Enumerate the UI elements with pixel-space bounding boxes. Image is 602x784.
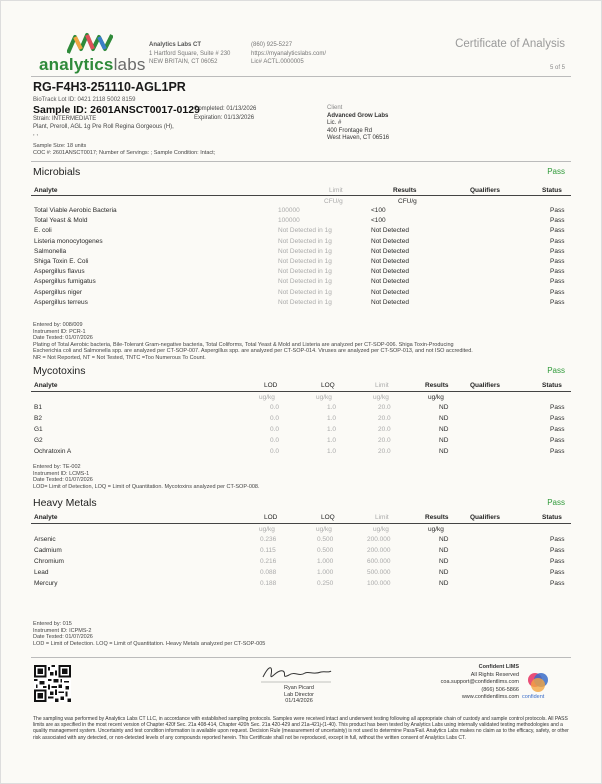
mycotoxins-header-rule xyxy=(31,391,571,392)
mycotoxins-row xyxy=(34,415,565,425)
mycotoxins-date-tested: Date Tested: 01/07/2026 xyxy=(33,477,93,483)
mycotoxins-cell-analyte: G1 xyxy=(34,426,43,433)
document-title: Certificate of Analysis xyxy=(455,38,565,50)
heavy-metals-limit-unit: ug/kg xyxy=(373,526,389,533)
heavy-metals-title: Heavy Metals xyxy=(33,497,97,509)
mycotoxins-limit-unit: ug/kg xyxy=(373,394,389,401)
heavy-metals-row xyxy=(34,558,565,568)
heavy-metals-header-limit: Limit xyxy=(375,514,389,521)
heavy-metals-header-results: Results xyxy=(425,514,449,521)
sample-size: Sample Size: 18 units xyxy=(33,143,87,149)
microbials-cell-limit: Not Detected in 1g xyxy=(278,268,332,276)
logo-wordmark xyxy=(39,55,146,75)
mycotoxins-cell-loq: 1.0 xyxy=(327,404,337,411)
mycotoxins-note: LOD= Limit of Detection, LOQ = Limit of Quantitation. Mycotoxins analyzed per CT-SOP-008. xyxy=(33,483,260,490)
heavy-metals-cell-result: ND xyxy=(439,547,449,554)
mycotoxins-row xyxy=(34,426,565,436)
microbials-cell-limit: Not Detected in 1g xyxy=(278,227,332,235)
mycotoxins-cell-limit: 20.0 xyxy=(378,404,391,411)
mycotoxins-cell-loq: 1.0 xyxy=(327,426,337,433)
sample-dates xyxy=(194,105,256,123)
sample-id: Sample ID: 2601ANSCT0017-0129 xyxy=(33,104,200,116)
signer-block xyxy=(259,685,339,705)
heavy-metals-cell-loq: 0.250 xyxy=(317,580,334,587)
microbials-cell-analyte: Salmonella xyxy=(34,247,67,255)
microbials-row xyxy=(34,248,565,258)
microbials-notes xyxy=(33,322,573,361)
completed-date: Completed: 01/13/2026 xyxy=(194,106,257,112)
lab-name: Analytics Labs CT xyxy=(149,42,202,48)
heavy-metals-lod-unit: ug/kg xyxy=(259,526,275,533)
heavy-metals-cell-limit: 500.000 xyxy=(367,569,391,576)
client-label: Client xyxy=(327,105,343,111)
microbials-cell-limit: 100000 xyxy=(278,217,300,225)
heavy-metals-row xyxy=(34,547,565,557)
lims-name: Confident LIMS xyxy=(478,664,519,670)
heavy-metals-cell-status: Pass xyxy=(550,580,565,587)
heavy-metals-cell-status: Pass xyxy=(550,547,565,554)
microbials-cell-status: Pass xyxy=(550,207,565,214)
lab-phone: (860) 925-5227 xyxy=(251,42,293,48)
confident-logo-icon xyxy=(527,671,549,693)
mycotoxins-cell-limit: 20.0 xyxy=(378,448,391,455)
microbials-cell-status: Pass xyxy=(550,227,565,235)
heavy-metals-cell-analyte: Cadmium xyxy=(34,547,62,554)
mycotoxins-title: Mycotoxins xyxy=(33,365,86,377)
heavy-metals-cell-lod: 0.115 xyxy=(260,547,276,554)
sample-size-block xyxy=(33,143,215,157)
mycotoxins-header-analyte: Analyte xyxy=(34,382,58,389)
section-divider xyxy=(31,161,571,162)
mycotoxins-cell-loq: 1.0 xyxy=(327,448,337,455)
lab-address-2: NEW BRITAIN, CT 06052 xyxy=(149,59,218,65)
logo-secondary: labs xyxy=(113,55,146,74)
mycotoxins-notes xyxy=(33,464,573,490)
heavy-metals-cell-loq: 0.500 xyxy=(317,547,334,554)
heavy-metals-row xyxy=(34,569,565,579)
microbials-cell-result: Not Detected xyxy=(371,268,409,276)
heavy-metals-cell-status: Pass xyxy=(550,558,565,565)
mycotoxins-row xyxy=(34,437,565,447)
microbials-cell-result: Not Detected xyxy=(371,227,409,235)
mycotoxins-status: Pass xyxy=(547,366,565,375)
microbials-row xyxy=(34,299,565,309)
microbials-cell-result: Not Detected xyxy=(371,288,409,296)
microbials-header-rule xyxy=(31,195,571,196)
microbials-header-limit: Limit xyxy=(329,187,343,194)
microbials-row xyxy=(34,207,565,217)
microbials-cell-analyte: Shiga Toxin E. Coli xyxy=(34,258,89,265)
mycotoxins-cell-result: ND xyxy=(439,437,449,444)
mycotoxins-cell-result: ND xyxy=(439,415,449,422)
mycotoxins-cell-status: Pass xyxy=(550,448,565,455)
mycotoxins-cell-limit: 20.0 xyxy=(378,437,391,444)
heavy-metals-cell-analyte: Arsenic xyxy=(34,536,56,543)
microbials-cell-limit: 100000 xyxy=(278,207,300,214)
heavy-metals-instrument: Instrument ID: ICPMS-2 xyxy=(33,627,92,634)
rg-id: RG-F4H3-251110-AGL1PR xyxy=(33,80,186,94)
mycotoxins-cell-status: Pass xyxy=(550,437,565,444)
microbials-note-3: NR = Not Reported, NT = Not Tested, TNTC =Too Numerous To Count. xyxy=(33,354,206,361)
heavy-metals-cell-limit: 600.000 xyxy=(367,558,391,565)
microbials-cell-status: Pass xyxy=(550,278,565,286)
mycotoxins-cell-lod: 0.0 xyxy=(270,426,280,433)
header-divider xyxy=(31,76,571,77)
qr-code-icon[interactable] xyxy=(34,665,71,702)
mycotoxins-cell-lod: 0.0 xyxy=(270,415,280,422)
microbials-instrument: Instrument ID: PCR-1 xyxy=(33,328,86,335)
heavy-metals-cell-analyte: Mercury xyxy=(34,580,58,587)
client-address-2: West Haven, CT 06516 xyxy=(327,135,390,141)
microbials-cell-result: <100 xyxy=(371,207,386,214)
mycotoxins-row xyxy=(34,404,565,414)
mycotoxins-cell-loq: 1.0 xyxy=(327,415,337,422)
footer-divider xyxy=(31,657,571,658)
heavy-metals-cell-result: ND xyxy=(439,558,449,565)
microbials-header-results: Results xyxy=(393,187,417,194)
microbials-cell-status: Pass xyxy=(550,288,565,296)
microbials-note-1: Plating of Total Aerobic bacteria, Bile-Tolerant Gram-negative bacteria, Total Coliforms, Total Yeast & Mold and Listeria are analyzed per CT-SOP-006. Shiga Toxin-Producing xyxy=(33,341,454,348)
lab-license: Lic# ACTL.0000005 xyxy=(251,59,304,65)
heavy-metals-cell-status: Pass xyxy=(550,569,565,576)
heavy-metals-cell-lod: 0.216 xyxy=(260,558,277,565)
lims-info xyxy=(419,664,519,702)
microbials-cell-analyte: Aspergillus niger xyxy=(34,288,83,296)
logo-mark-icon xyxy=(67,31,113,55)
microbials-cell-status: Pass xyxy=(550,247,565,255)
heavy-metals-row xyxy=(34,536,565,546)
mycotoxins-cell-analyte: B1 xyxy=(34,404,42,411)
client-block xyxy=(327,105,389,143)
microbials-cell-analyte: Aspergillus terreus xyxy=(34,298,88,306)
biotrack-lot-id: BioTrack Lot ID: 0421 2118 5002 8159 xyxy=(33,97,136,103)
mycotoxins-instrument: Instrument ID: LCMS-1 xyxy=(33,470,90,477)
microbials-result-unit: CFU/g xyxy=(398,198,417,205)
page-number: 5 of 5 xyxy=(549,65,565,71)
microbials-cell-analyte: Listeria monocytogenes xyxy=(34,237,103,245)
mycotoxins-header-results: Results xyxy=(425,382,449,389)
heavy-metals-loq-unit: ug/kg xyxy=(316,526,332,533)
microbials-cell-result: Not Detected xyxy=(371,258,409,265)
heavy-metals-header-loq: LOQ xyxy=(321,514,335,521)
heavy-metals-cell-lod: 0.236 xyxy=(260,536,277,543)
heavy-metals-row xyxy=(34,580,565,590)
microbials-row xyxy=(34,217,565,227)
heavy-metals-header-analyte: Analyte xyxy=(34,514,58,521)
heavy-metals-cell-limit: 200.000 xyxy=(367,547,391,554)
mycotoxins-cell-analyte: B2 xyxy=(34,415,42,422)
heavy-metals-cell-result: ND xyxy=(439,536,449,543)
client-license: Lic. # xyxy=(327,120,342,126)
heavy-metals-header-lod: LOD xyxy=(264,514,278,521)
microbials-cell-result: Not Detected xyxy=(371,237,409,245)
mycotoxins-cell-status: Pass xyxy=(550,415,565,422)
heavy-metals-header-rule xyxy=(31,523,571,524)
client-name: Advanced Grow Labs xyxy=(327,112,389,119)
confident-logo-text: confident xyxy=(522,694,545,700)
microbials-row xyxy=(34,258,565,268)
heavy-metals-status: Pass xyxy=(547,498,565,507)
mycotoxins-row xyxy=(34,448,565,458)
signer-name: Ryan Picard xyxy=(284,685,314,691)
microbials-cell-result: Not Detected xyxy=(371,247,409,255)
mycotoxins-header-lod: LOD xyxy=(264,382,278,389)
mycotoxins-cell-result: ND xyxy=(439,426,449,433)
microbials-cell-limit: Not Detected in 1g xyxy=(278,247,332,255)
heavy-metals-cell-loq: 0.500 xyxy=(317,536,334,543)
heavy-metals-cell-loq: 1.000 xyxy=(317,558,334,565)
mycotoxins-cell-analyte: G2 xyxy=(34,437,43,444)
heavy-metals-header-qualifiers: Qualifiers xyxy=(470,514,500,521)
heavy-metals-cell-analyte: Chromium xyxy=(34,558,64,565)
microbials-limit-unit: CFU/g xyxy=(324,198,343,205)
microbials-cell-status: Pass xyxy=(550,217,565,225)
microbials-row xyxy=(34,278,565,288)
microbials-row xyxy=(34,238,565,248)
microbials-entered-by: Entered by: 008/009 xyxy=(33,322,83,328)
mycotoxins-header-loq: LOQ xyxy=(321,382,335,389)
microbials-cell-limit: Not Detected in 1g xyxy=(278,237,332,245)
sample-strain xyxy=(33,116,174,139)
microbials-row xyxy=(34,227,565,237)
microbials-cell-analyte: Aspergillus fumigatus xyxy=(34,278,96,286)
lims-phone: (866) 506-5866 xyxy=(481,686,519,693)
lims-website-link[interactable]: www.confidentlims.com xyxy=(461,694,519,700)
heavy-metals-cell-result: ND xyxy=(439,569,449,576)
signature-icon xyxy=(259,663,333,683)
heavy-metals-date-tested: Date Tested: 01/07/2026 xyxy=(33,634,93,640)
microbials-cell-status: Pass xyxy=(550,237,565,245)
microbials-header-status: Status xyxy=(542,187,562,194)
heavy-metals-cell-loq: 1.000 xyxy=(317,569,334,576)
microbials-note-2: Escherichia coli and Salmonella spp. are analyzed per CT-SOP-007. Aspergillus spp. are analyzed per CT-SOP-014. Viruses are analyzed per CT-SOP-013, and not ISO accredited. xyxy=(33,348,473,354)
microbials-row xyxy=(34,289,565,299)
microbials-cell-analyte: Total Viable Aerobic Bacteria xyxy=(34,207,117,214)
microbials-header-analyte: Analyte xyxy=(34,187,58,194)
mycotoxins-lod-unit: ug/kg xyxy=(259,394,275,401)
mycotoxins-cell-lod: 0.0 xyxy=(270,437,280,444)
heavy-metals-cell-limit: 200.000 xyxy=(367,536,391,543)
microbials-cell-analyte: Aspergillus flavus xyxy=(34,268,85,276)
microbials-cell-result: <100 xyxy=(371,217,386,225)
coc-info: COC #: 2601ANSCT0017; Number of Servings: ; Sample Condition: Intact; xyxy=(33,150,216,156)
lab-contact xyxy=(251,41,326,67)
microbials-cell-analyte: Total Yeast & Mold xyxy=(34,217,88,225)
microbials-row xyxy=(34,268,565,278)
mycotoxins-cell-status: Pass xyxy=(550,426,565,433)
mycotoxins-cell-analyte: Ochratoxin A xyxy=(34,448,72,455)
sign-date: 01/14/2026 xyxy=(285,698,313,704)
mycotoxins-cell-limit: 20.0 xyxy=(378,415,391,422)
mycotoxins-header-limit: Limit xyxy=(375,382,389,389)
microbials-cell-result: Not Detected xyxy=(371,298,409,306)
product-text: Plant, Preroll, AGL 1g Pre Roll Regina Gorgeous (H), xyxy=(33,123,174,130)
mycotoxins-loq-unit: ug/kg xyxy=(316,394,332,401)
heavy-metals-cell-lod: 0.088 xyxy=(260,569,277,576)
client-address-1: 400 Frontage Rd xyxy=(327,127,373,134)
mycotoxins-cell-loq: 1.0 xyxy=(327,437,337,444)
mycotoxins-cell-result: ND xyxy=(439,404,449,411)
heavy-metals-cell-lod: 0.188 xyxy=(260,580,277,587)
product-extra-text: , , xyxy=(33,131,39,137)
microbials-date-tested: Date Tested: 01/07/2026 xyxy=(33,335,93,341)
signer-title: Lab Director xyxy=(284,691,314,698)
mycotoxins-cell-lod: 0.0 xyxy=(270,448,280,455)
microbials-cell-limit: Not Detected in 1g xyxy=(278,258,332,265)
lab-website-link[interactable]: https://myanalyticslabs.com/ xyxy=(251,50,327,57)
mycotoxins-header-status: Status xyxy=(542,382,562,389)
heavy-metals-cell-analyte: Lead xyxy=(34,569,49,576)
heavy-metals-result-unit: ug/kg xyxy=(428,526,444,533)
expiration-date: Expiration: 01/13/2026 xyxy=(194,115,255,121)
mycotoxins-cell-result: ND xyxy=(439,448,449,455)
microbials-header-qualifiers: Qualifiers xyxy=(470,187,500,194)
microbials-title: Microbials xyxy=(33,166,81,178)
microbials-cell-limit: Not Detected in 1g xyxy=(278,288,332,296)
microbials-cell-status: Pass xyxy=(550,258,565,265)
disclaimer: The sampling was performed by Analytics Labs CT LLC, in accordance with established sampling protocols. Samples were received intact and underwent testing following all appropriate chain of custody and sample control protocols. All PASS limits are as specified in the most recent version of Chapter 420f Sec. 21a 408-414, Chapter 420h Sec. 21a 420-429 and 21a-421j-(1-40). This product has been tested by Analytics Labs using internally validated testing methodologies and a quality management system. Uncertainty and test condition information is available upon request. Decision Rule (measurement of uncertainty) is not used to determine Pass/Fail. Analytics Labs makes no claim as to the efficacy, safety, or other risk associated with any detected, or non-detected levels of any compounds reported herein. This Certificate shall not be reproduced, except in full, without the written consent of Analytics Labs CT. xyxy=(33,716,569,741)
microbials-cell-status: Pass xyxy=(550,298,565,306)
mycotoxins-result-unit: ug/kg xyxy=(428,394,444,401)
mycotoxins-cell-lod: 0.0 xyxy=(270,404,280,411)
lims-email-link[interactable]: coa.support@confidentlims.com xyxy=(440,679,519,685)
mycotoxins-cell-status: Pass xyxy=(550,404,565,411)
heavy-metals-header-status: Status xyxy=(542,514,562,521)
heavy-metals-note: LOD = Limit of Detection. LOQ = Limit of Quantitation. Heavy Metals analyzed per CT-SOP-005 xyxy=(33,640,266,647)
heavy-metals-entered-by: Entered by: 015 xyxy=(33,621,72,627)
logo-primary: analytics xyxy=(39,55,114,74)
lab-info xyxy=(149,41,230,67)
microbials-cell-limit: Not Detected in 1g xyxy=(278,278,332,286)
heavy-metals-notes xyxy=(33,621,573,647)
mycotoxins-entered-by: Entered by: TE-002 xyxy=(33,464,81,470)
heavy-metals-cell-status: Pass xyxy=(550,536,565,543)
microbials-cell-result: Not Detected xyxy=(371,278,409,286)
lims-rights: All Rights Reserved xyxy=(470,671,519,678)
mycotoxins-header-qualifiers: Qualifiers xyxy=(470,382,500,389)
microbials-status: Pass xyxy=(547,167,565,176)
heavy-metals-cell-limit: 100.000 xyxy=(367,580,391,587)
mycotoxins-cell-limit: 20.0 xyxy=(378,426,391,433)
heavy-metals-cell-result: ND xyxy=(439,580,449,587)
lab-address-1: 1 Hartford Square, Suite # 230 xyxy=(149,50,231,57)
strain-text: Strain: INTERMEDIATE xyxy=(33,116,97,122)
microbials-cell-analyte: E. coli xyxy=(34,227,52,235)
microbials-cell-limit: Not Detected in 1g xyxy=(278,298,332,306)
microbials-cell-status: Pass xyxy=(550,268,565,276)
